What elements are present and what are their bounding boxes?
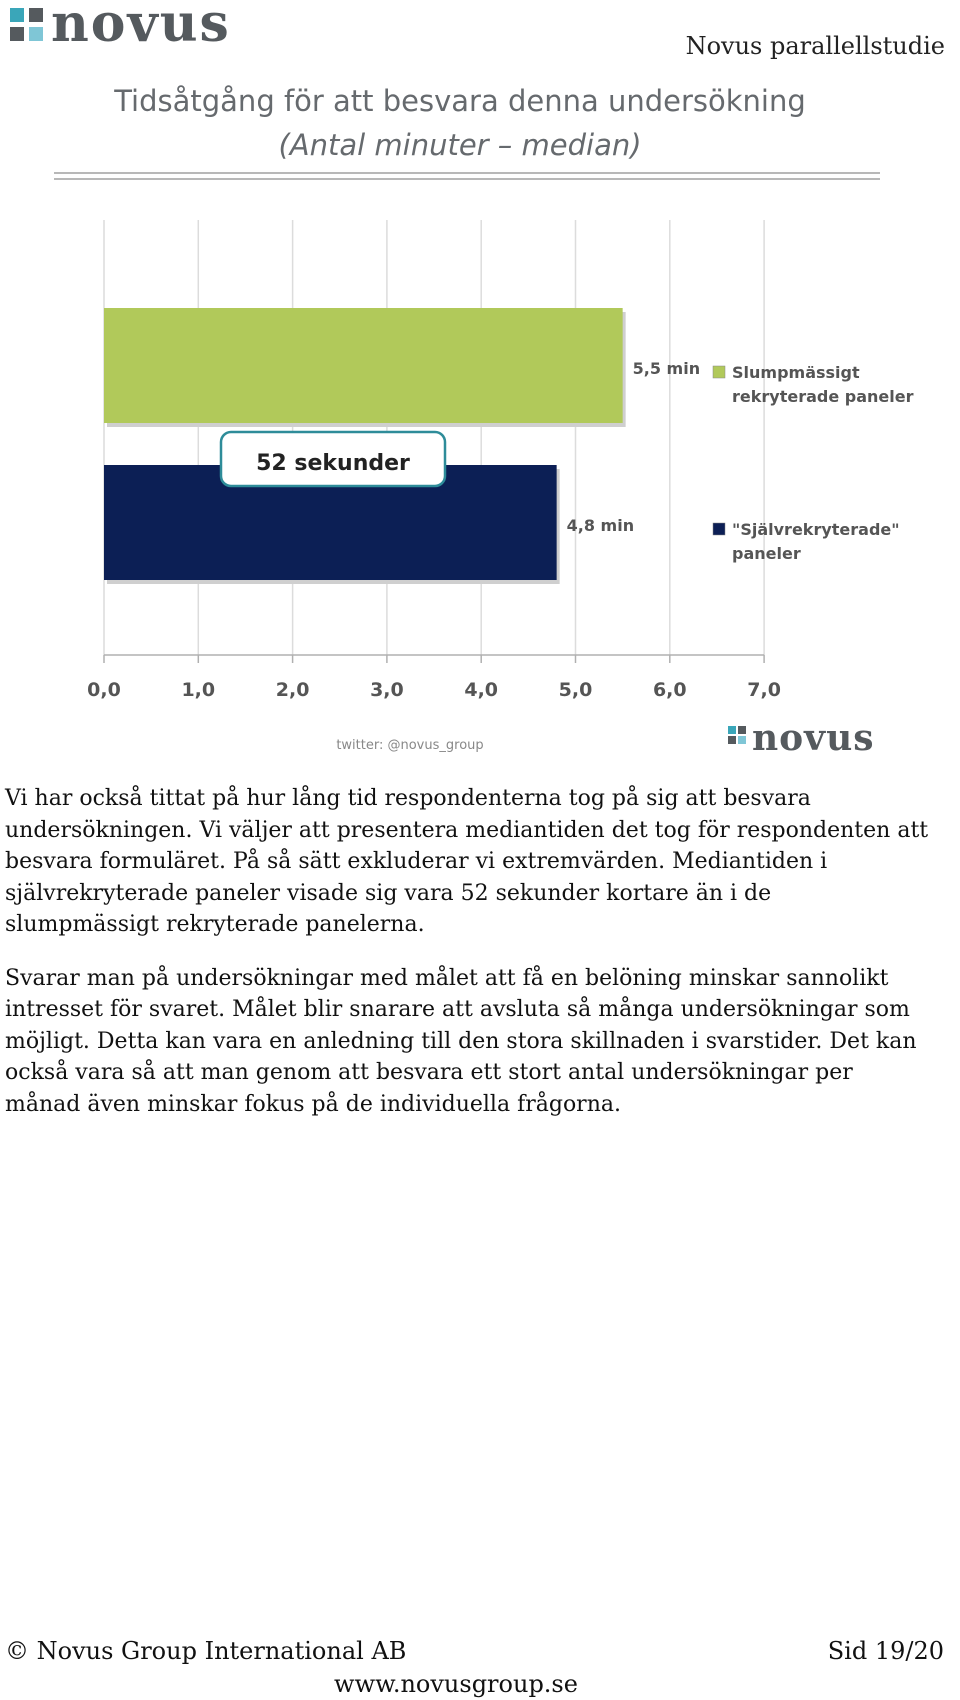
x-tick-label: 0,0 — [87, 679, 121, 701]
annotation-label: 52 sekunder — [256, 451, 410, 476]
x-tick-label: 2,0 — [275, 679, 310, 701]
paragraph: Svarar man på undersökningar med målet att få en belöning minskar sannolikt intresset för svaret. Målet blir snarare att avsluta så många undersökningar som möjligt. Detta kan vara en anledning till den stora skillnaden i svarstider. Det kan också vara så att man genom att besvara ett stort antal undersökningar per månad även minskar fokus på de individuella frågorna. — [5, 965, 917, 1117]
chart-subtitle: (Antal minuter – median) — [278, 128, 642, 162]
footer-page-number: Sid 19/20 — [827, 1637, 944, 1665]
legend-label: paneler — [732, 544, 801, 563]
logo-wordmark: novus — [51, 0, 231, 54]
document-title: Novus parallellstudie — [685, 32, 945, 60]
chart-logo-square — [728, 736, 736, 744]
legend-label: Slumpmässigt — [732, 363, 860, 382]
chart-logo-square — [728, 726, 736, 734]
chart-logo-text: novus — [752, 717, 875, 759]
chart-logo-square — [738, 736, 746, 744]
source-note: twitter: @novus_group — [336, 738, 484, 753]
novus-logo — [10, 0, 231, 54]
x-tick-label: 1,0 — [181, 679, 216, 701]
x-tick-label: 6,0 — [652, 679, 687, 701]
logo-squares-icon — [10, 8, 43, 41]
footer-copyright: © Novus Group International AB — [5, 1637, 407, 1665]
legend-label: "Självrekryterade" — [732, 520, 900, 539]
x-tick-label: 7,0 — [747, 679, 781, 701]
body-text — [5, 783, 930, 1142]
chart-logo-square — [738, 726, 746, 734]
legend-swatch — [713, 366, 725, 378]
legend-swatch — [713, 523, 725, 535]
x-tick-label: 4,0 — [464, 679, 499, 701]
x-tick-label: 5,0 — [558, 679, 593, 701]
data-label: 4,8 min — [566, 516, 635, 535]
paragraph: Vi har också tittat på hur lång tid respondenterna tog på sig att besvara undersökningen. Vi väljer att presentera mediantiden det tog för respondenten att besvara formuläret. På så sätt exkluderar vi extremvärden. Mediantiden i självrekryterade paneler visade sig vara 52 sekunder kortare än i de slumpmässigt rekryterade panelerna. — [5, 786, 929, 937]
bar — [104, 308, 623, 423]
data-label: 5,5 min — [632, 359, 701, 378]
chart-title: Tidsåtgång för att besvara denna undersökning — [114, 84, 806, 118]
x-tick-label: 3,0 — [370, 679, 404, 701]
chart-plot — [40, 80, 920, 760]
footer-url[interactable]: www.novusgroup.se — [334, 1670, 578, 1698]
legend-label: rekryterade paneler — [732, 387, 914, 406]
median-time-chart — [40, 80, 920, 760]
